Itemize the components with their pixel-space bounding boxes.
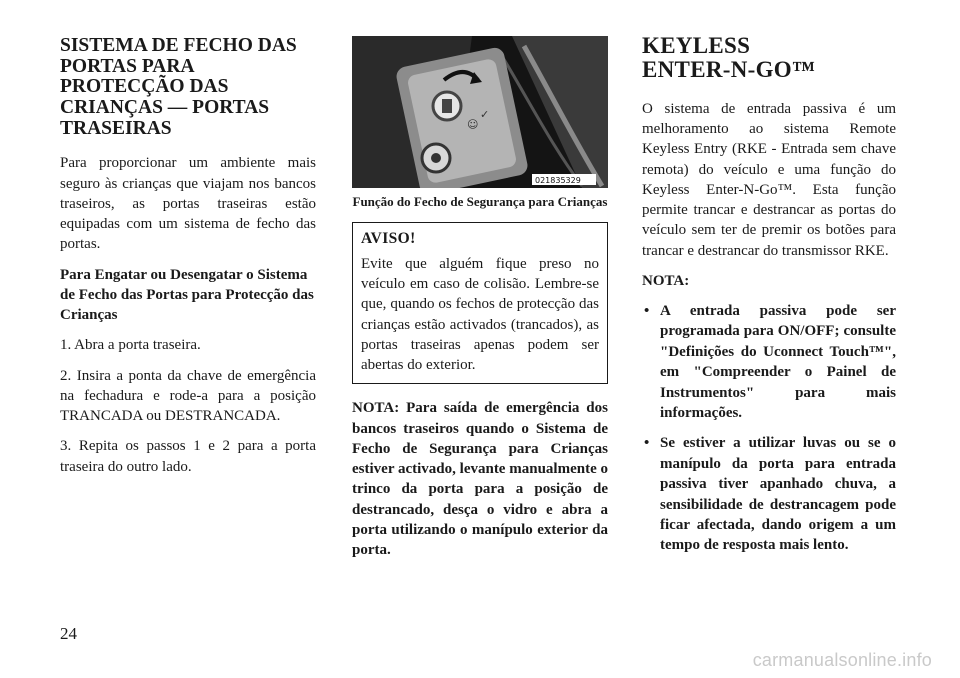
step-1: 1. Abra a porta traseira. [60,337,201,354]
note-label: NOTA: [642,272,690,289]
emergency-note: NOTA: Para saída de emergência dos bancos traseiros quando o Sistema de Fecho de Segurança para Crianças estiver activado, levante manualmente o trinco da porta para a posição de destrancado, desça o vidro e abra a porta utilizando o manípulo exterior da porta. [352,400,608,559]
intro-paragraph: Para proporcionar um ambiente mais seguro às crianças que viajam nos bancos traseiros, as portas traseiras estão equipadas com um sistema de fecho das portas. [60,155,316,253]
warning-text: Evite que alguém fique preso no veículo em caso de colisão. Lembre-se que, quando os fechos de protecção das crianças estão activados (trancados), as portas traseiras apenas podem ser abertas do exterior. [361,255,599,374]
note-bullet-1: • A entrada passiva pode ser programada para ON/OFF; consulte "Definições do Uconnect Touch™", em "Compreender o Painel de Instrumentos" para mais informações. [642,301,896,423]
page-number: 24 [60,624,77,643]
image-code: 021835329 [535,176,581,185]
figure-caption: Função do Fecho de Segurança para Crianças [352,194,608,209]
svg-text:☺: ☺ [467,118,479,131]
keyless-heading-line2: ENTER-N-GO™ [642,57,816,83]
warning-box [352,222,608,385]
procedure-subheading: Para Engatar ou Desengatar o Sistema de Fecho das Portas para Protecção das Crianças [60,266,314,324]
warning-title: AVISO! [361,229,416,247]
child-lock-photo [352,36,608,188]
step-2: 2. Insira a ponta da chave de emergência na fechadura e rode-a para a posição TRANCADA ou DESTRANCADA. [60,367,316,425]
section-heading: SISTEMA DE FECHO DAS PORTAS PARA PROTECÇÃO DAS CRIANÇAS — PORTAS TRASEIRAS [60,35,297,139]
svg-text:✓: ✓ [480,108,490,121]
keyless-heading-line1: KEYLESS [642,33,751,58]
right-column [642,30,896,566]
middle-column [352,36,608,570]
keyless-heading [642,34,896,83]
site-watermark: carmanualsonline.info [752,650,932,670]
note-bullet-2: • Se estiver a utilizar luvas ou se o manípulo da porta para entrada passiva tiver apanhado chuva, a sensibilidade de destrancagem pode ficar afectada, dando origem a um tempo de resposta mais lento. [642,433,896,555]
step-3: 3. Repita os passos 1 e 2 para a porta traseira do outro lado. [60,438,316,475]
left-column [60,30,316,487]
note-bullet-list [642,301,896,556]
keyless-paragraph: O sistema de entrada passiva é um melhoramento ao sistema Remote Keyless Entry (RKE - Entrada sem chave remota) do veículo e uma função do Keyless Enter-N-Go™. Esta função permite trancar e destrancar as portas do veículo sem ter de premir os botões para trancar e destrancar do transmissor RKE. [642,100,896,259]
